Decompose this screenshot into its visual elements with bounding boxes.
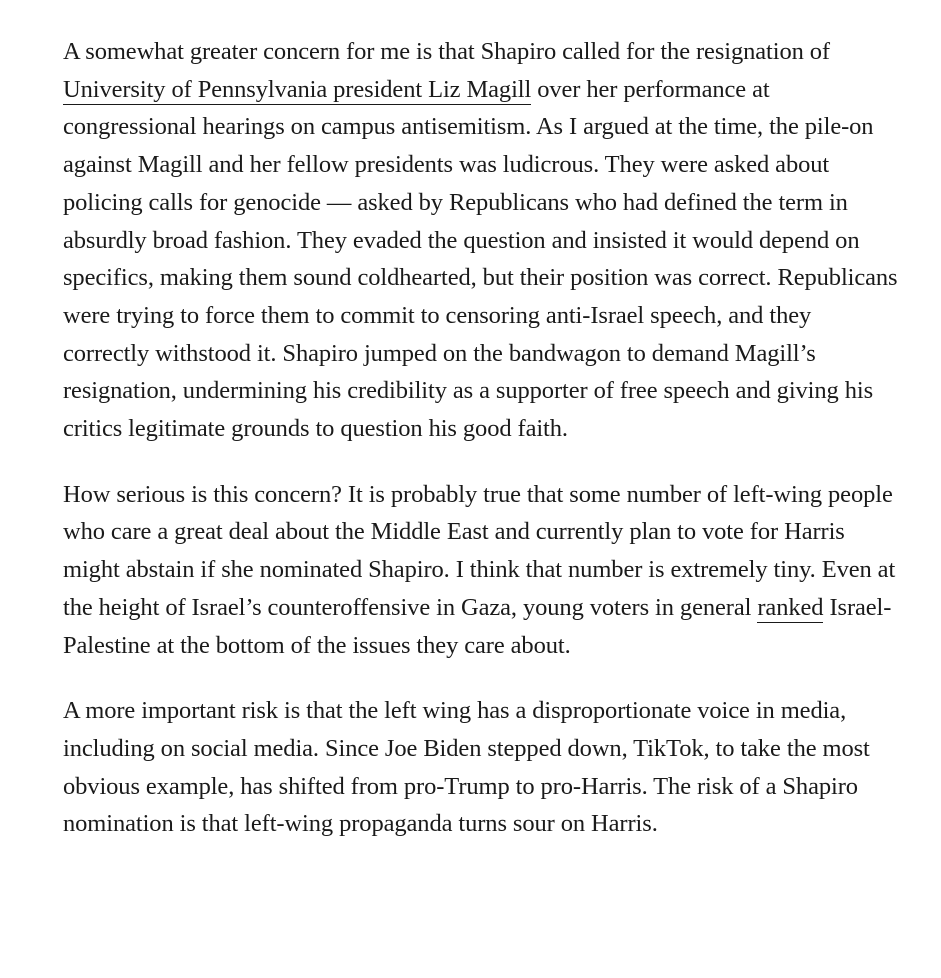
paragraph-text: over her performance at congressional hearings on campus antisemitism. As I argued at the time, the pile-on against Magill and her fellow presidents was ludicrous. They were asked about policing calls for genocide — asked by Republicans who had defined the term in absurdly broad fashion. They evaded the question and insisted it would depend on specifics, making them sound coldhearted, but their position was correct. Republicans were trying to force them to commit to censoring anti-Israel speech, and they correctly withstood it. Shapiro jumped on the bandwagon to demand Magill’s resignation, undermining his credibility as a supporter of free speech and giving his critics legitimate grounds to question his good faith. [63,75,898,443]
paragraph-text: A somewhat greater concern for me is that Shapiro called for the resignation of [63,38,830,65]
paragraph-serious-concern [63,476,903,665]
paragraph-left-wing-risk: A more important risk is that the left wing has a disproportionate voice in media, including on social media. Since Joe Biden stepped down, TikTok, to take the most obvious example, has shifted from pro-Trump to pro-Harris. The risk of a Shapiro nomination is that left-wing propaganda turns sour on Harris. [63,697,870,838]
paragraph-shapiro-magill [63,0,903,448]
link-liz-magill[interactable]: University of Pennsylvania president Liz Magill [63,75,532,103]
paragraph-text: Israel-Palestine at the bottom of the issues they care about. [63,593,892,659]
link-ranked[interactable]: ranked [757,593,824,621]
paragraph-text: How serious is this concern? It is probably true that some number of left-wing people who care a great deal about the Middle East and currently plan to vote for Harris might abstain if she nominated Shapiro. I think that number is extremely tiny. Even at the height of Israel’s counteroffensive in Gaza, young voters in general [63,480,896,621]
article-body [63,0,903,843]
